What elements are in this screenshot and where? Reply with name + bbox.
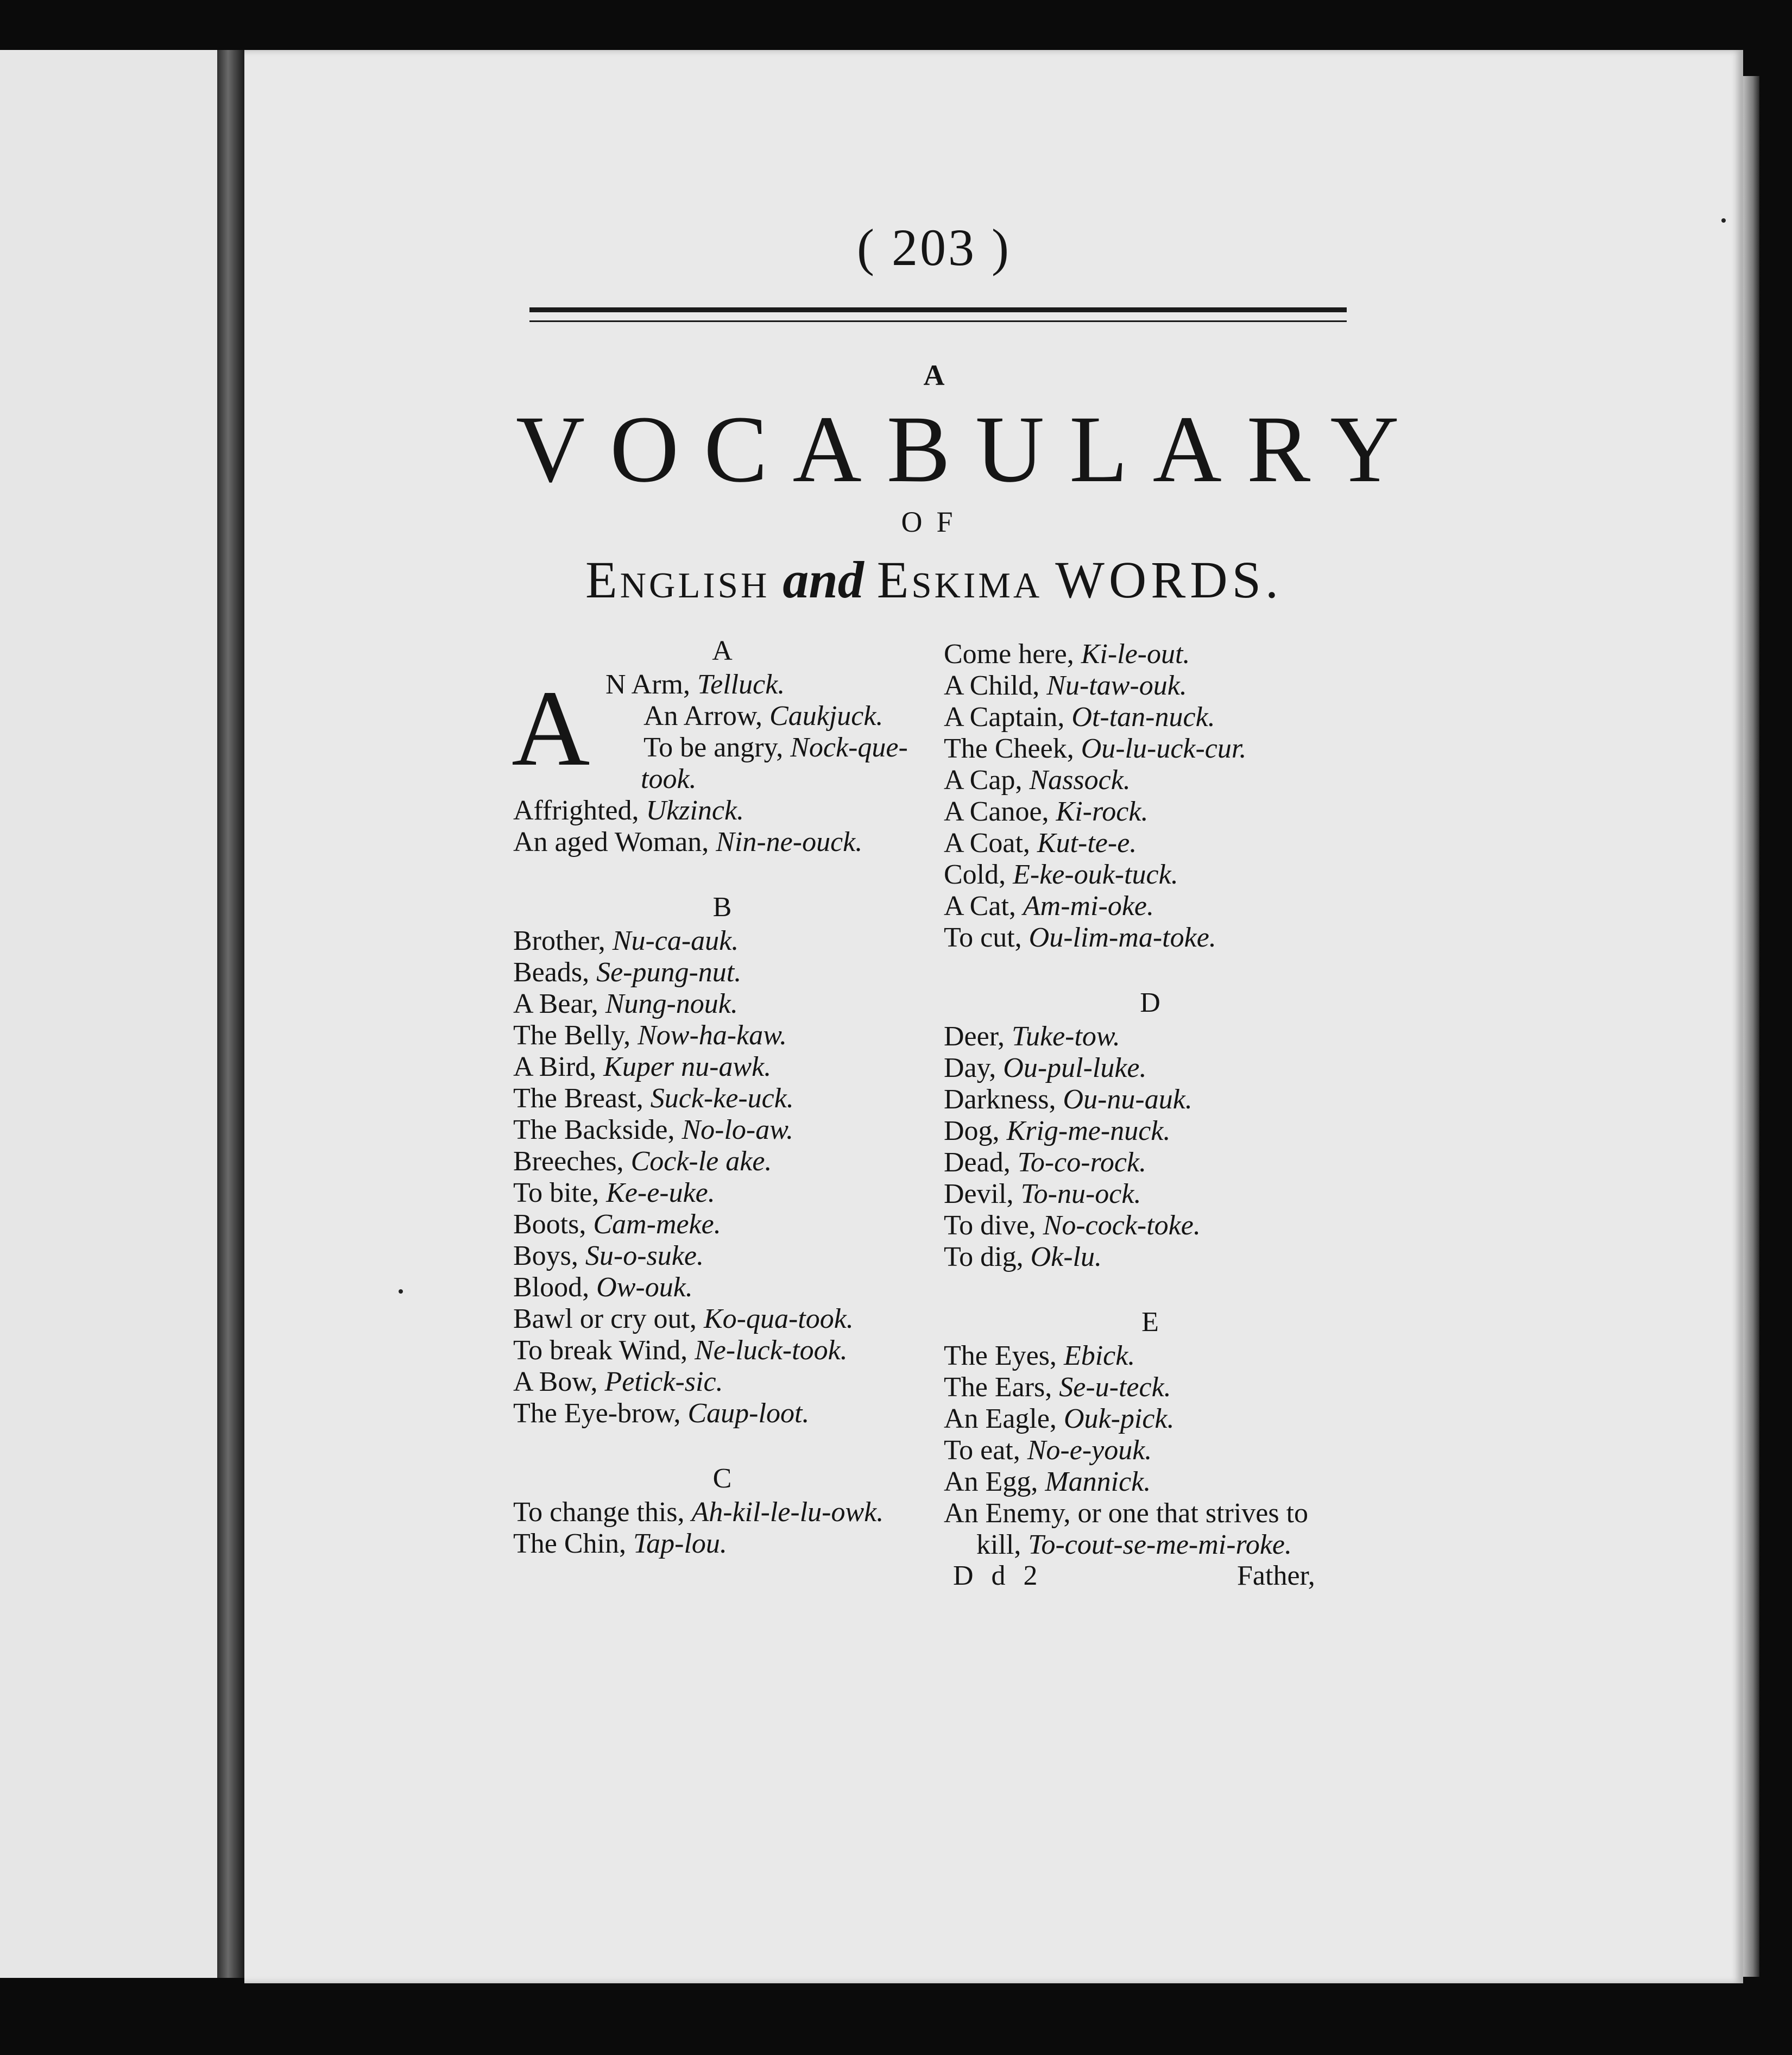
entry: [944, 1435, 1356, 1466]
english-word: A Cat,: [944, 891, 1023, 922]
eskima-word: Ke-e-uke.: [606, 1177, 715, 1208]
english-word: The Backside,: [513, 1114, 682, 1145]
eskima-word: Suck-ke-uck.: [650, 1083, 794, 1114]
eskima-word: Nin-ne-ouck.: [716, 827, 863, 858]
entry: [944, 639, 1356, 670]
entry: [944, 1529, 1356, 1561]
eskima-word: took.: [641, 764, 697, 795]
entry: [513, 925, 931, 957]
entry: [513, 827, 931, 858]
entry: [944, 859, 1356, 891]
english-word: An Arrow,: [643, 701, 770, 732]
eskima-word: Am-mi-oke.: [1023, 891, 1154, 922]
entry: [513, 701, 931, 732]
entry: [944, 670, 1356, 702]
english-word: Boys,: [513, 1240, 585, 1271]
entry: [944, 1210, 1356, 1241]
entry: [513, 764, 931, 795]
eskima-word: Ou-pul-luke.: [1003, 1052, 1147, 1083]
eskima-word: Nu-taw-ouk.: [1046, 670, 1187, 701]
eskima-word: Ok-lu.: [1030, 1241, 1102, 1272]
english-word: A Bear,: [513, 988, 605, 1019]
eskima-word: Ne-luck-took.: [695, 1335, 848, 1366]
eskima-word: Caup-loot.: [687, 1398, 810, 1429]
spacer: [513, 858, 931, 890]
english-word: A Captain,: [944, 702, 1072, 733]
english-word: Dog,: [944, 1115, 1007, 1146]
english-word: Cold,: [944, 859, 1013, 890]
entry: [513, 795, 931, 827]
heading-of: OF: [901, 506, 967, 538]
entry: [944, 891, 1356, 922]
section-d-list: [944, 1021, 1356, 1273]
eskima-word: Kuper nu-awk.: [603, 1051, 772, 1082]
entry: [944, 796, 1356, 828]
eskima-word: Nu-ca-auk.: [612, 925, 739, 956]
english-word: A Canoe,: [944, 796, 1056, 827]
english-word: To bite,: [513, 1177, 607, 1208]
left-column: [513, 633, 931, 1560]
eskima-word: Cam-meke.: [593, 1209, 721, 1240]
eskima-word: Nock-que-: [790, 732, 908, 763]
section-letter-b: B: [712, 892, 732, 923]
entry: [513, 1272, 931, 1303]
eskima-word: Tap-lou.: [633, 1528, 727, 1559]
entry: [513, 732, 931, 764]
subtitle-english: English: [585, 551, 770, 609]
eskima-word: To-co-rock.: [1017, 1147, 1147, 1178]
eskima-word: Ukzinck.: [646, 795, 744, 826]
english-word: Bawl or cry out,: [513, 1303, 704, 1334]
entry: [513, 1177, 931, 1209]
entry: [944, 1340, 1356, 1372]
english-word: To dig,: [944, 1241, 1031, 1272]
eskima-word: Ouk-pick.: [1063, 1403, 1175, 1434]
english-word: The Belly,: [513, 1020, 638, 1051]
eskima-word: Cock-le ake.: [630, 1146, 772, 1177]
section-letter-e: E: [1141, 1307, 1159, 1338]
english-word: An aged Woman,: [513, 827, 716, 858]
catchword: Father,: [1237, 1560, 1315, 1591]
entry: [513, 1398, 931, 1429]
eskima-word: To-cout-se-me-mi-roke.: [1028, 1529, 1292, 1560]
entry: [944, 1466, 1356, 1498]
heading-subtitle: [548, 551, 1320, 609]
eskima-word: Ow-ouk.: [596, 1272, 693, 1303]
english-word: Breeches,: [513, 1146, 631, 1177]
english-word: Blood,: [513, 1272, 597, 1303]
english-word: Boots,: [513, 1209, 594, 1240]
english-word: Beads,: [513, 957, 597, 988]
english-word: A Child,: [944, 670, 1047, 701]
heading-article: A: [923, 359, 945, 392]
english-word: An Egg,: [944, 1466, 1045, 1497]
entry: [944, 733, 1356, 765]
eskima-word: Ot-tan-nuck.: [1071, 702, 1215, 733]
english-word: Day,: [944, 1052, 1004, 1083]
english-word: An Enemy, or one that strives to: [944, 1498, 1309, 1529]
header-rule-thin: [529, 320, 1347, 322]
entry: [513, 1366, 931, 1398]
entry: [944, 828, 1356, 859]
entry: [944, 1084, 1356, 1115]
section-b-list: [513, 925, 931, 1429]
english-word: A Coat,: [944, 828, 1037, 859]
english-word: kill,: [976, 1529, 1028, 1560]
section-e-list: [944, 1340, 1356, 1561]
entry: [513, 988, 931, 1020]
english-word: A Bow,: [513, 1366, 605, 1397]
eskima-word: Telluck.: [697, 669, 785, 700]
entry: [944, 1498, 1356, 1529]
eskima-word: Kut-te-e.: [1037, 828, 1137, 859]
entry: [513, 669, 931, 701]
page-number: ( 203 ): [857, 218, 1011, 276]
subtitle-eskima: Eskima: [876, 551, 1043, 609]
entry: [944, 765, 1356, 796]
right-column: [944, 639, 1356, 1561]
eskima-word: Se-pung-nut.: [596, 957, 742, 988]
english-word: The Cheek,: [944, 733, 1081, 764]
eskima-word: Se-u-teck.: [1059, 1372, 1171, 1403]
drop-cap: A: [512, 669, 590, 789]
entry: [513, 1083, 931, 1114]
eskima-word: To-nu-ock.: [1020, 1178, 1141, 1209]
eskima-word: Nassock.: [1029, 765, 1131, 796]
entry: [513, 1146, 931, 1177]
entry: [513, 1335, 931, 1366]
eskima-word: No-cock-toke.: [1043, 1210, 1201, 1241]
english-word: The Breast,: [513, 1083, 651, 1114]
entry: [944, 1403, 1356, 1435]
ink-speck: [399, 1289, 403, 1294]
english-word: Devil,: [944, 1178, 1021, 1209]
spacer: [513, 1429, 931, 1461]
english-word: To cut,: [944, 922, 1029, 953]
eskima-word: Mannick.: [1045, 1466, 1151, 1497]
left-page: [0, 50, 217, 1978]
entry: [944, 1241, 1356, 1273]
entry: [513, 1303, 931, 1335]
english-word: To eat,: [944, 1435, 1027, 1466]
english-word: The Ears,: [944, 1372, 1059, 1403]
eskima-word: Caukjuck.: [769, 701, 884, 732]
entry: [513, 1497, 931, 1528]
eskima-word: Tuke-tow.: [1011, 1021, 1120, 1052]
entry: [944, 1115, 1356, 1147]
heading-title: VOCABULARY: [516, 396, 1424, 502]
spacer: [944, 954, 1356, 985]
eskima-word: Nung-nouk.: [605, 988, 738, 1019]
eskima-word: Ko-qua-took.: [703, 1303, 854, 1334]
english-word: Affrighted,: [513, 795, 646, 826]
english-word: To dive,: [944, 1210, 1043, 1241]
english-word: A Cap,: [944, 765, 1030, 796]
english-word: Deer,: [944, 1021, 1012, 1052]
subtitle-and: and: [783, 551, 864, 609]
spacer: [944, 1273, 1356, 1304]
eskima-word: Petick-sic.: [604, 1366, 723, 1397]
eskima-word: Ou-nu-auk.: [1063, 1084, 1192, 1115]
eskima-word: Ah-kil-le-lu-owk.: [691, 1497, 884, 1528]
english-word: The Eye-brow,: [513, 1398, 688, 1429]
section-c-list: [944, 639, 1356, 954]
entry: [513, 1020, 931, 1051]
entry: [944, 1372, 1356, 1403]
eskima-word: Krig-me-nuck.: [1006, 1115, 1171, 1146]
english-word: The Chin,: [513, 1528, 633, 1559]
entry: [513, 1051, 931, 1083]
ink-speck: [1721, 218, 1726, 223]
entry: [513, 957, 931, 988]
english-word: Darkness,: [944, 1084, 1063, 1115]
english-word: An Eagle,: [944, 1403, 1064, 1434]
english-word: A Bird,: [513, 1051, 604, 1082]
eskima-word: No-e-youk.: [1027, 1435, 1152, 1466]
eskima-word: E-ke-ouk-tuck.: [1013, 859, 1178, 890]
eskima-word: No-lo-aw.: [682, 1114, 794, 1145]
entry: [513, 1114, 931, 1146]
header-rule-thick: [529, 307, 1347, 312]
section-letter-a: A: [712, 635, 733, 666]
english-word: Brother,: [513, 925, 613, 956]
entry: [944, 1021, 1356, 1052]
eskima-word: Ki-rock.: [1056, 796, 1149, 827]
signature-mark: D d 2: [953, 1560, 1043, 1591]
section-letter-d: D: [1140, 987, 1160, 1018]
english-word: N Arm,: [605, 669, 697, 700]
page-edge: [1743, 76, 1759, 1977]
eskima-word: Ki-le-out.: [1081, 639, 1190, 670]
eskima-word: Now-ha-kaw.: [638, 1020, 787, 1051]
entry: [944, 1052, 1356, 1084]
eskima-word: Su-o-suke.: [585, 1240, 704, 1271]
eskima-word: Ebick.: [1063, 1340, 1135, 1371]
entry: [513, 1528, 931, 1560]
entry: [513, 1240, 931, 1272]
entry: [944, 1178, 1356, 1210]
english-word: Dead,: [944, 1147, 1018, 1178]
entry: [944, 1147, 1356, 1178]
english-word: The Eyes,: [944, 1340, 1064, 1371]
english-word: To change this,: [513, 1497, 692, 1528]
entry: [513, 1209, 931, 1240]
book-gutter: [217, 50, 244, 1978]
english-word: To be angry,: [643, 732, 791, 763]
entry: [944, 702, 1356, 733]
subtitle-words: WORDS.: [1055, 551, 1283, 609]
eskima-word: Ou-lim-ma-toke.: [1028, 922, 1216, 953]
english-word: Come here,: [944, 639, 1081, 670]
english-word: To break Wind,: [513, 1335, 695, 1366]
entry: [944, 922, 1356, 954]
eskima-word: Ou-lu-uck-cur.: [1081, 733, 1247, 764]
section-letter-c: C: [712, 1463, 732, 1494]
